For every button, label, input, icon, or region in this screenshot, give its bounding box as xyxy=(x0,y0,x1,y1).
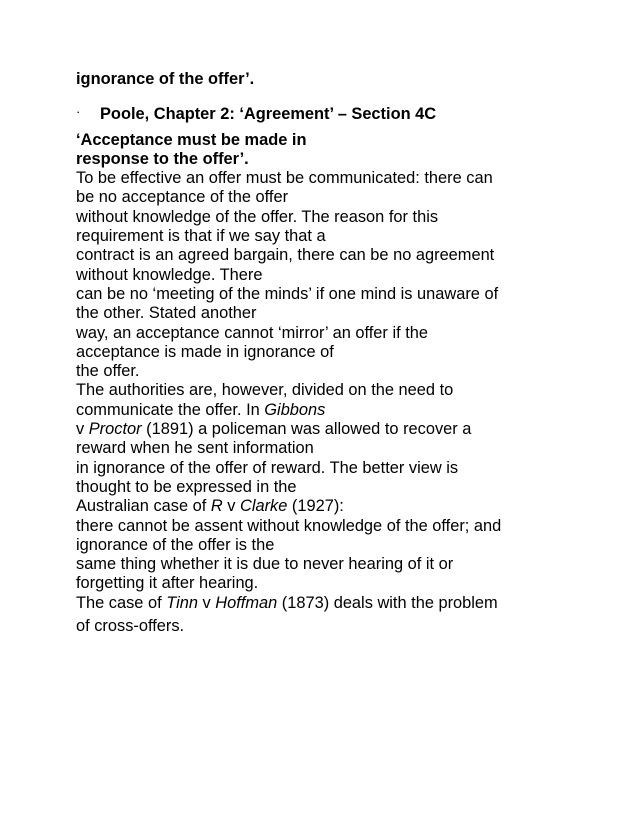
paragraph-line: forgetting it after hearing. xyxy=(76,574,259,593)
paragraph-line xyxy=(76,401,576,420)
text-run: The case of xyxy=(76,593,167,612)
case-name-gibbons: Gibbons xyxy=(264,400,326,419)
text-run: (1891) a policeman was allowed to recover a xyxy=(141,420,472,439)
paragraph-2 xyxy=(76,381,576,593)
bullet-text: Poole, Chapter 2: ‘Agreement’ – Section 4C xyxy=(100,105,437,124)
subheading-line-2: response to the offer’. xyxy=(76,149,249,168)
paragraph-line xyxy=(76,497,576,516)
paragraph-line: of cross-offers. xyxy=(76,617,185,636)
paragraph-line: way, an acceptance cannot ‘mirror’ an offer if the xyxy=(76,323,428,342)
paragraph-line: the offer. xyxy=(76,362,140,381)
paragraph-1 xyxy=(76,169,576,381)
paragraph-line: contract is an agreed bargain, there can be no agreement xyxy=(76,246,495,265)
document-page xyxy=(76,70,576,636)
paragraph-line: acceptance is made in ignorance of xyxy=(76,342,334,361)
continued-heading: ignorance of the offer’. xyxy=(76,70,255,88)
text-run: communicate the offer. In xyxy=(76,400,265,419)
case-name-clarke: Clarke xyxy=(240,497,288,516)
paragraph-line: The authorities are, however, divided on the need to xyxy=(76,381,454,400)
text-run: (1873) deals with the problem xyxy=(277,593,498,612)
paragraph-line: without knowledge. There xyxy=(76,265,263,284)
bullet-marker: · xyxy=(76,104,81,120)
text-run: v xyxy=(197,593,216,612)
bullet-item xyxy=(76,102,576,124)
paragraph-line: in ignorance of the offer of reward. The better view is xyxy=(76,458,459,477)
paragraph-line: can be no ‘meeting of the minds’ if one mind is unaware of xyxy=(76,284,499,303)
paragraph-line: be no acceptance of the offer xyxy=(76,188,289,207)
paragraph-line: To be effective an offer must be communicated: there can xyxy=(76,169,493,188)
paragraph-line: requirement is that if we say that a xyxy=(76,227,326,246)
paragraph-line: there cannot be assent without knowledge of the offer; and xyxy=(76,516,502,535)
case-name-r: R xyxy=(210,497,223,516)
text-run: Australian case of xyxy=(76,497,211,516)
paragraph-line: same thing whether it is due to never hearing of it or xyxy=(76,555,454,574)
paragraph-3 xyxy=(76,594,576,637)
case-name-tinn: Tinn xyxy=(166,593,198,612)
paragraph-line: the other. Stated another xyxy=(76,304,257,323)
paragraph-line xyxy=(76,420,576,439)
paragraph-line: ignorance of the offer is the xyxy=(76,535,275,554)
paragraph-line: thought to be expressed in the xyxy=(76,477,297,496)
text-run: v xyxy=(76,420,89,439)
paragraph-line: reward when he sent information xyxy=(76,439,314,458)
paragraph-line xyxy=(76,594,576,613)
case-name-hoffman: Hoffman xyxy=(215,593,278,612)
paragraph-line: without knowledge of the offer. The reason for this xyxy=(76,207,439,226)
subheading-line-1: ‘Acceptance must be made in xyxy=(76,130,307,149)
case-name-proctor: Proctor xyxy=(88,420,142,439)
text-run: v xyxy=(222,497,240,516)
text-run: (1927): xyxy=(287,497,344,516)
